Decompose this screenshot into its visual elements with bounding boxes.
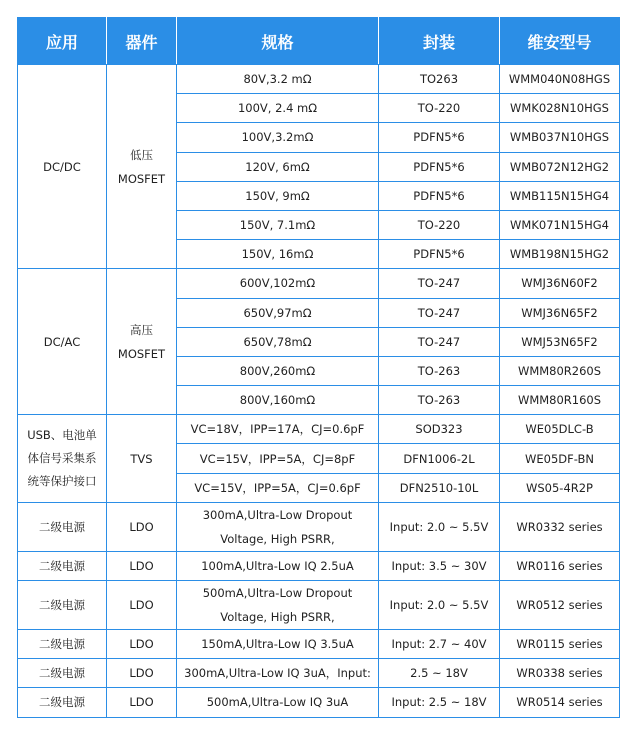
app-line: USB、电池单 (27, 428, 97, 443)
spec-cell: 600V,102mΩ (177, 269, 379, 298)
app-cell-dcac: DC/AC (18, 269, 107, 415)
package-cell: PDFN5*6 (379, 123, 500, 152)
app-cell: 二级电源 (18, 630, 107, 659)
header-spec: 规格 (177, 18, 379, 65)
app-cell-dcdc: DC/DC (18, 65, 107, 269)
spec-cell: 650V,97mΩ (177, 298, 379, 327)
package-cell: Input: 2.0 ~ 5.5V (379, 581, 500, 630)
device-cell: LDO (107, 502, 177, 551)
app-cell: 二级电源 (18, 502, 107, 551)
app-cell: 二级电源 (18, 659, 107, 688)
device-line: 高压 (130, 322, 153, 337)
model-cell: WE05DLC-B (500, 415, 620, 444)
table-row (18, 65, 620, 94)
table-row (18, 502, 620, 551)
model-cell: WMB037N10HGS (500, 123, 620, 152)
package-cell: TO-247 (379, 298, 500, 327)
spec-cell: 650V,78mΩ (177, 327, 379, 356)
package-cell: TO263 (379, 65, 500, 94)
model-cell: WMJ53N65F2 (500, 327, 620, 356)
model-cell: WR0514 series (500, 688, 620, 717)
app-cell: 二级电源 (18, 551, 107, 580)
spec-cell (177, 502, 379, 551)
app-cell: 二级电源 (18, 688, 107, 717)
app-line: 统等保护接口 (27, 474, 97, 489)
spec-cell: 300mA,Ultra-Low IQ 3uA，Input: (177, 659, 379, 688)
spec-cell: 800V,160mΩ (177, 386, 379, 415)
spec-cell: 100V,3.2mΩ (177, 123, 379, 152)
model-cell: WMM80R160S (500, 386, 620, 415)
spec-cell: 150mA,Ultra-Low IQ 3.5uA (177, 630, 379, 659)
device-line: 低压 (130, 147, 153, 162)
spec-line: 500mA,Ultra-Low Dropout (202, 586, 353, 600)
package-cell: TO-220 (379, 210, 500, 239)
spec-cell: 100V, 2.4 mΩ (177, 94, 379, 123)
model-cell: WR0338 series (500, 659, 620, 688)
model-cell: WMK071N15HG4 (500, 210, 620, 239)
header-application: 应用 (18, 18, 107, 65)
app-cell-usb-protection (18, 415, 107, 503)
model-cell: WS05-4R2P (500, 473, 620, 502)
spec-cell: VC=18V，IPP=17A，CJ=0.6pF (177, 415, 379, 444)
device-cell: LDO (107, 581, 177, 630)
package-cell: SOD323 (379, 415, 500, 444)
app-cell: 二级电源 (18, 581, 107, 630)
spec-cell: 150V, 16mΩ (177, 240, 379, 269)
header-model: 维安型号 (500, 18, 620, 65)
package-cell: DFN1006-2L (379, 444, 500, 473)
table-row (18, 630, 620, 659)
model-cell: WMB072N12HG2 (500, 152, 620, 181)
table-row (18, 269, 620, 298)
spec-line: 300mA,Ultra-Low Dropout (202, 507, 353, 522)
table-row (18, 551, 620, 580)
model-cell: WR0512 series (500, 581, 620, 630)
device-cell-tvs: TVS (107, 415, 177, 503)
device-cell: LDO (107, 659, 177, 688)
model-cell: WR0115 series (500, 630, 620, 659)
table-row (18, 688, 620, 717)
table-row (18, 415, 620, 444)
model-cell: WMJ36N65F2 (500, 298, 620, 327)
package-cell: Input: 3.5 ~ 30V (379, 551, 500, 580)
spec-cell: 150V, 9mΩ (177, 181, 379, 210)
model-cell: WR0116 series (500, 551, 620, 580)
package-cell: TO-263 (379, 356, 500, 385)
spec-cell: VC=15V，IPP=5A，CJ=0.6pF (177, 473, 379, 502)
spec-cell: 800V,260mΩ (177, 356, 379, 385)
device-cell: LDO (107, 688, 177, 717)
model-cell: WMM80R260S (500, 356, 620, 385)
device-line: MOSFET (117, 171, 166, 186)
device-cell: LDO (107, 551, 177, 580)
model-cell: WMM040N08HGS (500, 65, 620, 94)
spec-cell: 500mA,Ultra-Low IQ 3uA (177, 688, 379, 717)
model-cell: WMJ36N60F2 (500, 269, 620, 298)
device-cell: LDO (107, 630, 177, 659)
spec-cell: VC=15V，IPP=5A，CJ=8pF (177, 444, 379, 473)
spec-line: Voltage, High PSRR, (220, 531, 335, 546)
model-cell: WMK028N10HGS (500, 94, 620, 123)
package-cell: PDFN5*6 (379, 240, 500, 269)
app-line: 体信号采集系 (27, 451, 97, 466)
package-cell: DFN2510-10L (379, 473, 500, 502)
package-cell: TO-247 (379, 269, 500, 298)
spec-cell (177, 581, 379, 630)
model-cell: WE05DF-BN (500, 444, 620, 473)
package-cell: 2.5 ~ 18V (379, 659, 500, 688)
table-row (18, 581, 620, 630)
package-cell: Input: 2.5 ~ 18V (379, 688, 500, 717)
package-cell: TO-247 (379, 327, 500, 356)
package-cell: PDFN5*6 (379, 152, 500, 181)
model-cell: WR0332 series (500, 502, 620, 551)
package-cell: TO-220 (379, 94, 500, 123)
spec-cell: 100mA,Ultra-Low IQ 2.5uA (177, 551, 379, 580)
product-table (17, 17, 620, 718)
header-device: 器件 (107, 18, 177, 65)
spec-cell: 80V,3.2 mΩ (177, 65, 379, 94)
spec-cell: 120V, 6mΩ (177, 152, 379, 181)
package-cell: Input: 2.7 ~ 40V (379, 630, 500, 659)
model-cell: WMB198N15HG2 (500, 240, 620, 269)
header-package: 封装 (379, 18, 500, 65)
package-cell: Input: 2.0 ~ 5.5V (379, 502, 500, 551)
table-row (18, 659, 620, 688)
device-line: MOSFET (117, 346, 166, 361)
device-cell-lv-mosfet (107, 65, 177, 269)
package-cell: PDFN5*6 (379, 181, 500, 210)
spec-line: Voltage, High PSRR, (220, 610, 335, 624)
model-cell: WMB115N15HG4 (500, 181, 620, 210)
header-row (18, 18, 620, 65)
spec-cell: 150V, 7.1mΩ (177, 210, 379, 239)
device-cell-hv-mosfet (107, 269, 177, 415)
package-cell: TO-263 (379, 386, 500, 415)
